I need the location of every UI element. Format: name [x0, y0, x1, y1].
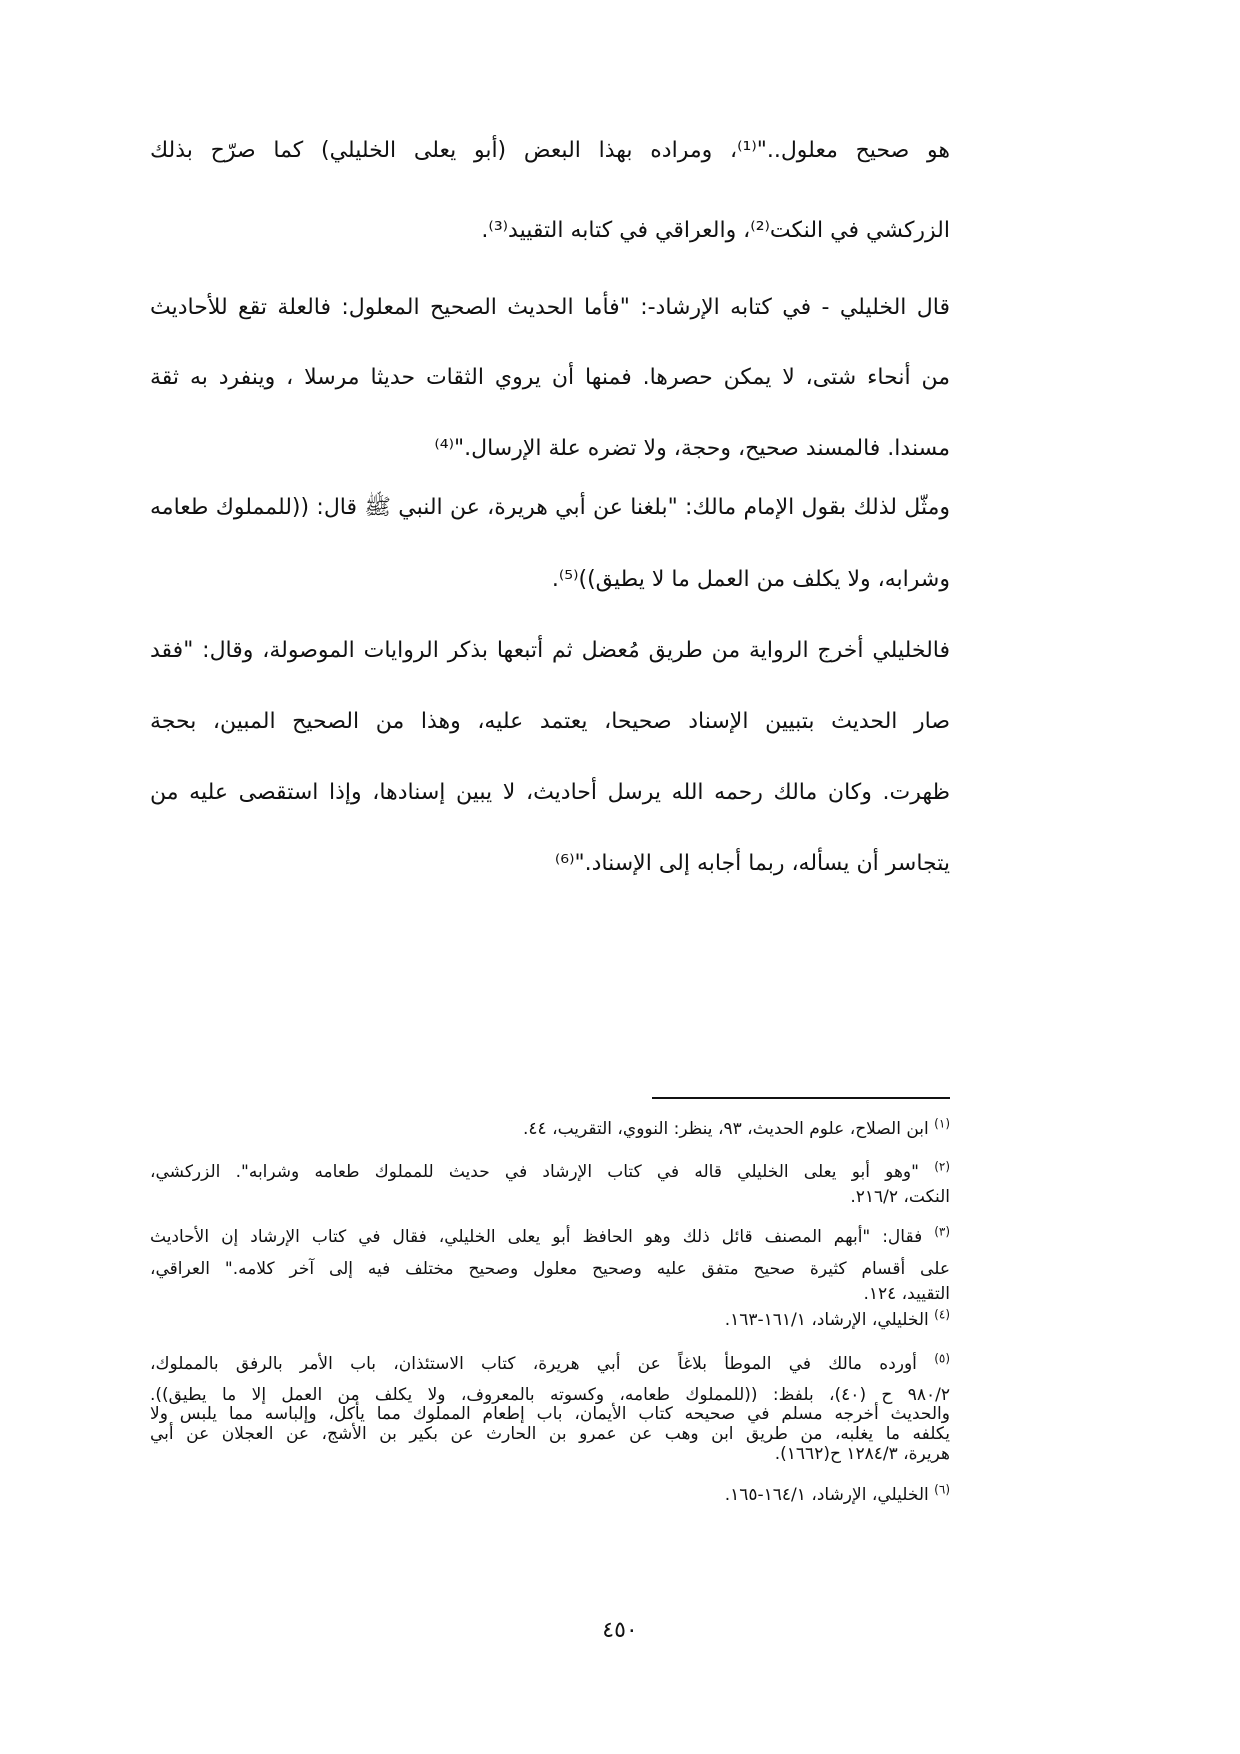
footnote-text: فقال: "أبهم المصنف قائل ذلك وهو الحافظ أبو يعلى الخليلي، فقال في كتاب الإرشاد إن الأحاديث [150, 1227, 923, 1247]
footnote-text: ابن الصلاح، علوم الحديث، ٩٣، ينظر: النووي، التقريب، ٤٤. [523, 1119, 929, 1139]
footnote-text: هريرة، ١٢٨٤/٣ ح(١٦٦٢). [774, 1444, 950, 1464]
text-line: فالخليلي أخرج الرواية من طريق مُعضل ثم أتبعها بذكر الروايات الموصولة، وقال: "فقد [150, 638, 950, 663]
text-line: قال الخليلي - في كتابه الإرشاد-: "فأما الحديث الصحيح المعلول: فالعلة تقع للأحاديث [150, 295, 950, 320]
text-line: من أنحاء شتى، لا يمكن حصرها. فمنها أن يروي الثقات حديثا مرسلا ، وينفرد به ثقة [150, 365, 950, 390]
footnote-text: التقييد، ١٢٤. [863, 1284, 950, 1304]
footnote-number: (٣) [934, 1224, 951, 1239]
text-line: ظهرت. وكان مالك رحمه الله يرسل أحاديث، لا يبين إسنادها، وإذا استقصى عليه من [150, 780, 950, 805]
paragraph-1 [150, 133, 950, 249]
footnote-3 [150, 1225, 950, 1307]
footnote-text: "وهو أبو يعلى الخليلي قاله في كتاب الإرشاد في حديث للمملوك طعامه وشرابه". الزركشي، [150, 1162, 919, 1182]
footnote-number: (١) [934, 1116, 950, 1131]
footnote-1 [150, 1117, 950, 1142]
text-line: هو صحيح معلول.."⁽¹⁾، ومراده بهذا البعض (أبو يعلى الخليلي) كما صرّح بذلك [150, 138, 950, 163]
footnote-text: الخليلي، الإرشاد، ١٦١/١-١٦٣. [724, 1310, 929, 1330]
footnote-5 [150, 1352, 950, 1467]
footnote-text: أورده مالك في الموطأ بلاغاً عن أبي هريرة، كتاب الاستئذان، باب الأمر بالرفق بالمملوك، [150, 1354, 917, 1374]
paragraph-2 [150, 290, 950, 467]
text-line: يتجاسر أن يسأله، ربما أجابه إلى الإسناد."⁽⁶⁾ [554, 851, 950, 876]
footnote-text: يكلفه ما يغلبه، من طريق ابن وهب عن عمرو بن الحارث عن بكير بن الأشج، عن العجلان عن أبي [150, 1424, 950, 1444]
footnote-2 [150, 1160, 950, 1210]
text-line: مسندا. فالمسند صحيح، وحجة، ولا تضره علة الإرسال."⁽⁴⁾ [434, 436, 950, 461]
text-line: الزركشي في النكت⁽²⁾، والعراقي في كتابه التقييد⁽³⁾. [481, 218, 950, 243]
page-number: ٤٥٠ [602, 1618, 638, 1643]
footnote-text: ٩٨٠/٢ ح (٤٠)، بلفظ: ((للمملوك طعامه، وكسوته بالمعروف، ولا يكلف من العمل إلا ما يطيق)). [150, 1385, 950, 1405]
footnote-6 [150, 1483, 950, 1508]
paragraph-4 [150, 633, 950, 882]
footnote-text: الخليلي، الإرشاد، ١٦٤/١-١٦٥. [724, 1485, 929, 1505]
footnote-number: (٢) [934, 1159, 951, 1174]
footnote-number: (٦) [934, 1482, 950, 1497]
footnote-number: (٤) [934, 1307, 950, 1322]
paragraph-3 [150, 490, 950, 598]
text-line: وشرابه، ولا يكلف من العمل ما لا يطيق))⁽⁵⁾. [551, 567, 950, 592]
footnote-separator [652, 1097, 950, 1099]
text-line: ومثّل لذلك بقول الإمام مالك: "بلغنا عن أبي هريرة، عن النبي ﷺ قال: ((للمملوك طعامه [150, 495, 950, 520]
footnote-number: (٥) [934, 1351, 951, 1366]
footnote-text: على أقسام كثيرة صحيح متفق عليه وصحيح معلول وصحيح مختلف فيه إلى آخر كلامه." العراقي، [150, 1259, 950, 1279]
footnote-4 [150, 1308, 950, 1333]
footnote-text: والحديث أخرجه مسلم في صحيحه كتاب الأيمان، باب إطعام المملوك مما يأكل، وإلباسه مما يلبس ولا [150, 1404, 950, 1424]
text-line: صار الحديث بتبيين الإسناد صحيحا، يعتمد عليه، وهذا من الصحيح المبين، بحجة [150, 709, 950, 734]
footnote-text: النكت، ٢١٦/٢. [850, 1187, 950, 1207]
